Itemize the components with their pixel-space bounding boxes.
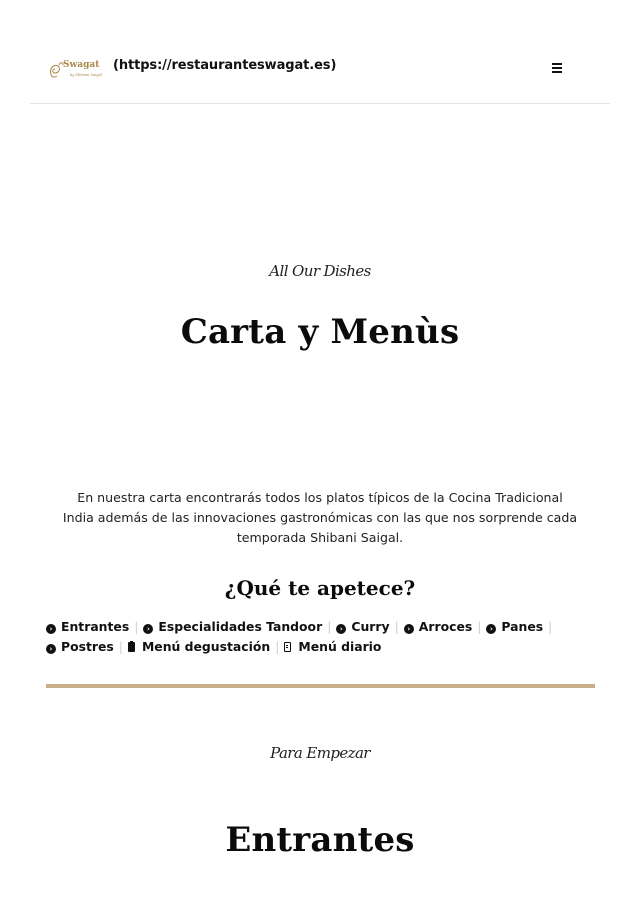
categories-heading: ¿Qué te apetece? [224,576,416,600]
category-label: Arroces [418,619,473,634]
category-link-menu-degustacion[interactable] [128,639,270,654]
chevron-circle-right-icon: › [46,644,56,654]
site-header [30,0,610,104]
hamburger-icon[interactable] [550,60,566,76]
intro-text: En nuestra carta encontrarás todos los platos típicos de la Cocina Tradicional India además de las innovaciones gastronómicas con las que nos sorprende cada temporada Shibani Saigal. [62,490,578,545]
section-script-label: Para Empezar [270,744,370,762]
category-link-panes[interactable] [486,619,543,634]
category-link-curry[interactable] [336,619,389,634]
category-link-postres[interactable] [46,639,114,654]
chevron-circle-right-icon: › [486,624,496,634]
separator: | [477,619,482,634]
clipboard-icon [128,642,135,652]
clipboard-list-icon [284,642,291,652]
chevron-circle-right-icon: › [404,624,414,634]
category-link-entrantes[interactable] [46,619,129,634]
separator: | [394,619,399,634]
page-title: Carta y Menùs [180,312,460,352]
separator: | [118,639,123,654]
separator: | [548,619,553,634]
category-link-arroces[interactable] [404,619,472,634]
category-label: Postres [61,639,114,654]
category-nav [46,617,606,657]
separator: | [327,619,332,634]
site-home-link[interactable]: (https://restauranteswagat.es) [113,58,337,73]
chevron-circle-right-icon: › [143,624,153,634]
category-link-tandoor[interactable] [143,619,322,634]
chevron-circle-right-icon: › [336,624,346,634]
swagat-logo[interactable] [48,56,110,80]
category-link-menu-diario[interactable] [284,639,381,654]
section-divider [46,684,595,688]
separator: | [134,619,139,634]
svg-text:Swagat: Swagat [63,60,100,70]
hero-script-label: All Our Dishes [269,262,371,280]
chevron-circle-right-icon: › [46,624,56,634]
section-title: Entrantes [225,820,415,860]
category-label: Menú degustación [141,639,271,654]
category-label: Menú diario [298,639,382,654]
separator: | [275,639,280,654]
category-label: Especialidades Tandoor [158,619,323,634]
svg-text:by Shibani Saigal: by Shibani Saigal [70,73,102,77]
category-label: Entrantes [61,619,130,634]
category-label: Panes [501,619,544,634]
category-label: Curry [351,619,390,634]
